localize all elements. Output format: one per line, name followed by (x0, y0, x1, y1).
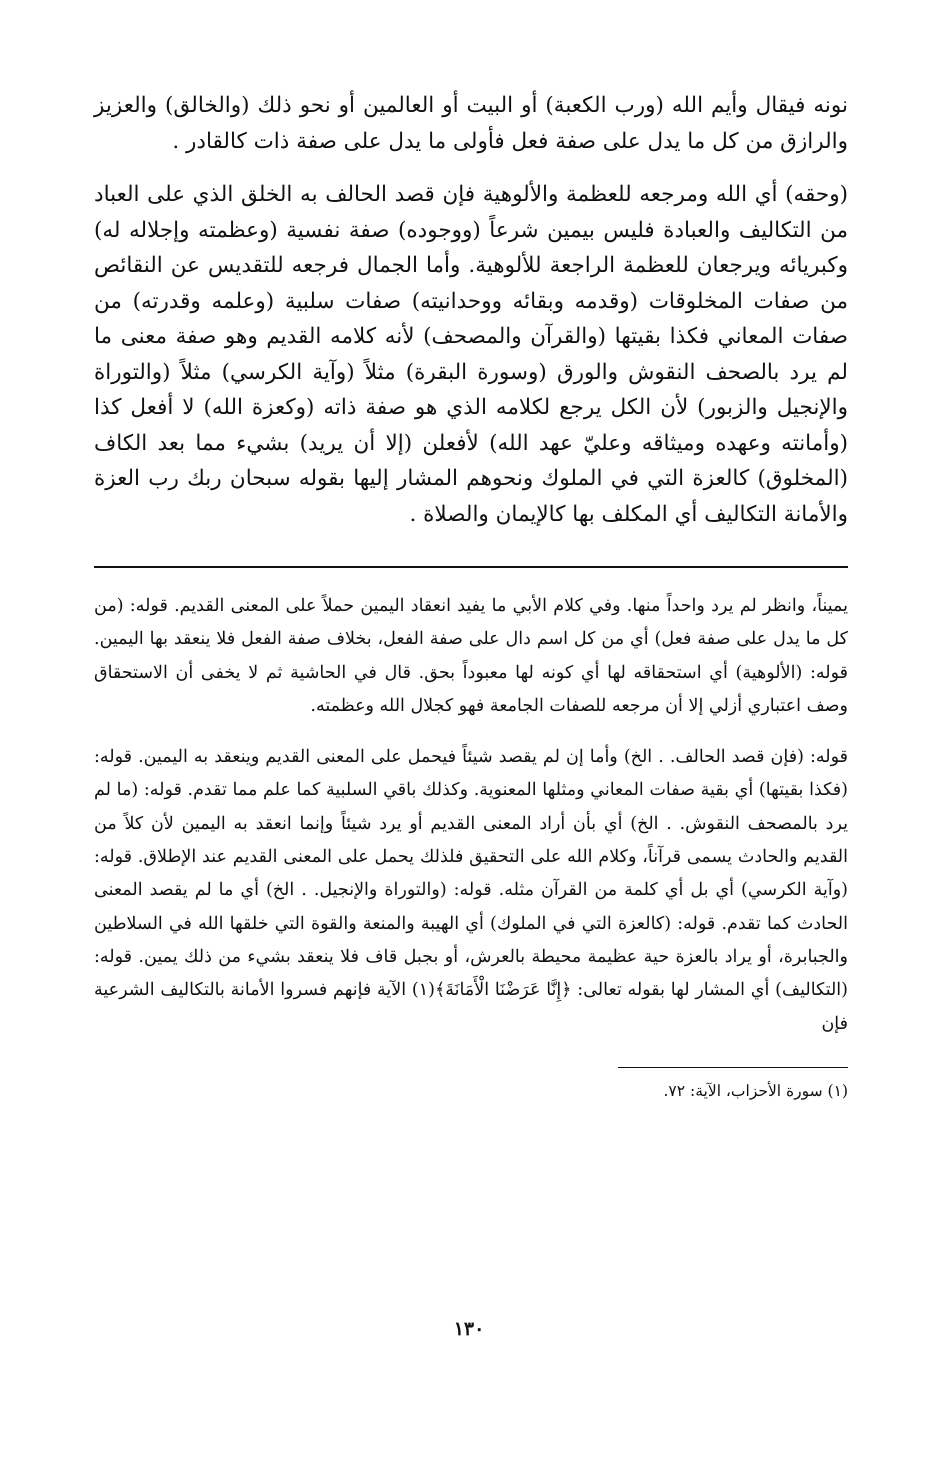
commentary-paragraph-2: قوله: (فإن قصد الحالف. . الخ) وأما إن لم يقصد شيئاً فيحمل على المعنى القديم وينعقد به اليمين. قوله: (فكذا بقيتها) أي بقية صفات المعاني ومثلها المعنوية. وكذلك باقي السلبية كما علم مما تقدم. قوله: (ما لم يرد بالمصحف النقوش. . الخ) أي بأن أراد المعنى القديم أو يرد شيئاً وإنما انعقد به اليمين لأن كلاً من القديم والحادث يسمى قرآناً، وكلام الله على التحقيق فلذلك يحمل على المعنى القديم عند الإطلاق. قوله: (وآية الكرسي) أي بل أي كلمة من القرآن مثله. قوله: (والتوراة والإنجيل. . الخ) أي ما لم يقصد المعنى الحادث كما تقدم. قوله: (كالعزة التي في الملوك) أي الهيبة والمنعة والقوة التي خلقها الله في السلاطين والجبابرة، أو يراد بالعزة حية عظيمة محيطة بالعرش، أو بجبل قاف فلا ينعقد بشيء من ذلك يمين. قوله: (التكاليف) أي المشار لها بقوله تعالى: ﴿إِنَّا عَرَضْنَا الْأَمَانَةَ﴾(١) الآية فإنهم فسروا الأمانة بالتكاليف الشرعية فإن (94, 747, 848, 1034)
page-number: ١٣٠ (453, 1318, 485, 1340)
commentary-text (94, 590, 848, 1041)
main-text (94, 88, 848, 532)
commentary-paragraph-1: يميناً، وانظر لم يرد واحداً منها. وفي كلام الأبي ما يفيد انعقاد اليمين حملاً على المعنى القديم. قوله: (من كل ما يدل على صفة فعل) أي من كل اسم دال على صفة الفعل، بخلاف صفة الفعل فلا ينعقد بها اليمين. قوله: (الألوهية) أي استحقاقه لها أي كونه لها معبوداً بحق. قال في الحاشية ثم لا يخفى أن الاستحقاق وصف اعتباري أزلي إلا أن مرجعه للصفات الجامعة فهو كجلال الله وعظمته. (94, 596, 848, 716)
footnote-divider (618, 1067, 848, 1068)
main-paragraph-2: (وحقه) أي الله ومرجعه للعظمة والألوهية فإن قصد الحالف به الخلق الذي على العباد من التكاليف والعبادة فليس بيمين شرعاً (ووجوده) صفة نفسية (وعظمته وإجلاله له) وكبريائه ويرجعان للعظمة الراجعة للألوهية. وأما الجمال فرجعه للتقديس عن النقائص من صفات المخلوقات (وقدمه وبقائه ووحدانيته) صفات سلبية (وعلمه وقدرته) من صفات المعاني فكذا بقيتها (والقرآن والمصحف) لأنه كلامه القديم وهو صفة معنى ما لم يرد بالصحف النقوش والورق (وسورة البقرة) مثلاً (وآية الكرسي) مثلاً (والتوراة والإنجيل والزبور) لأن الكل يرجع لكلامه الذي هو صفة ذاته (وكعزة الله) لا أفعل كذا (وأمانته وعهده وميثاقه وعليّ عهد الله) لأفعلن (إلا أن يريد) بشيء مما بعد الكاف (المخلوق) كالعزة التي في الملوك ونحوهم المشار إليها بقوله سبحان ربك رب العزة والأمانة التكاليف أي المكلف بها كالإيمان والصلاة . (94, 182, 848, 527)
footnote: (١) سورة الأحزاب، الآية: ٧٢. (663, 1081, 848, 1100)
section-divider (94, 566, 848, 568)
main-paragraph-1: نونه فيقال وأيم الله (ورب الكعبة) أو البيت أو العالمين أو نحو ذلك (والخالق) والعزيز والرازق من كل ما يدل على صفة فعل فأولى ما يدل على صفة ذات كالقادر . (94, 93, 848, 154)
page-content (94, 88, 848, 1104)
